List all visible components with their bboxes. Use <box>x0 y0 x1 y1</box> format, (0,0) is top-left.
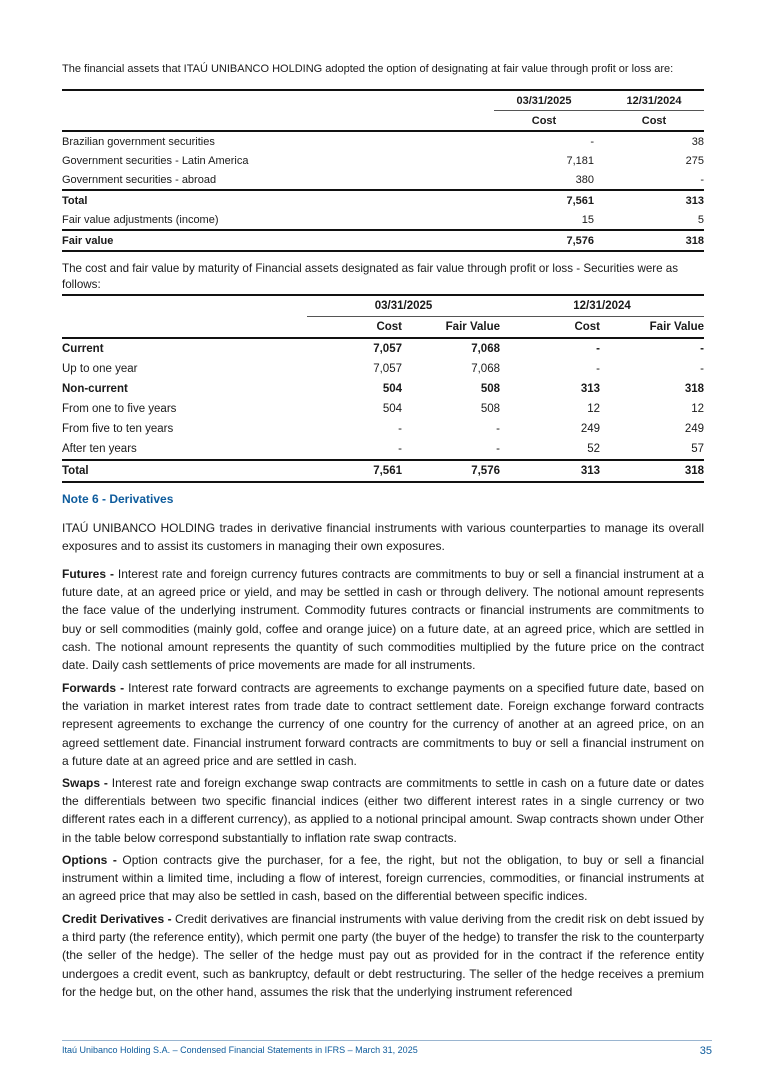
table-row <box>62 399 704 419</box>
cell-value: 313 <box>580 383 600 395</box>
cell-value: 318 <box>604 230 704 251</box>
cell-value: 504 <box>382 403 402 415</box>
cell-value: 15 <box>581 213 594 226</box>
cell-value: 57 <box>691 443 704 455</box>
table-row <box>62 439 704 460</box>
cell-value: 7,181 <box>566 154 594 167</box>
table-row <box>62 151 704 170</box>
column-header: 12/31/2024 <box>604 90 704 111</box>
cell-value: 7,561 <box>307 460 402 482</box>
cell-value: 508 <box>480 383 500 395</box>
page-footer <box>62 1040 712 1057</box>
table-total-row <box>62 460 704 482</box>
row-label: After ten years <box>62 443 137 455</box>
cell-value: - <box>494 131 594 151</box>
row-label: Government securities - Latin America <box>62 154 249 167</box>
column-group-header: 03/31/2025 <box>307 295 500 317</box>
paragraph-lead: Credit Derivatives - <box>62 912 172 926</box>
table-total-row <box>62 190 704 210</box>
cell-value: - <box>398 423 402 435</box>
cell-value: 249 <box>684 423 704 435</box>
footer-text: Itaú Unibanco Holding S.A. – Condensed Financial Statements in IFRS – March 31, 2025 <box>62 1045 418 1055</box>
cell-value: - <box>596 343 600 355</box>
paragraph-text: ITAÚ UNIBANCO HOLDING trades in derivative financial instruments with various counterparties to manage its overall exposures and to assist its customers in managing their own exposures. <box>62 521 704 554</box>
row-label: Total <box>62 460 307 482</box>
cell-value: - <box>398 443 402 455</box>
row-label: Government securities - abroad <box>62 173 217 186</box>
cell-value: - <box>700 173 704 186</box>
cell-value: 313 <box>604 190 704 210</box>
cell-value: 504 <box>382 383 402 395</box>
cell-value: 313 <box>500 460 600 482</box>
cell-value: 318 <box>684 383 704 395</box>
row-label: Fair value <box>62 230 482 251</box>
column-subheader: Fair Value <box>600 317 704 339</box>
table-row <box>62 170 704 190</box>
row-label: Non-current <box>62 383 128 395</box>
paragraph-swaps <box>62 774 704 847</box>
paragraph-text: Interest rate and foreign exchange swap contracts are commitments to settle in cash on a future date or dates the differentials between two specific financial indices (either two different interest rates in a single currency or two different rates each in a different currency), as applied to a notional principal amount. Swap contracts shown under Other in the table below correspond substantially to inflation rate swap contracts. <box>62 776 704 845</box>
table-group-header-row <box>62 295 704 317</box>
column-subheader: Cost <box>531 114 557 127</box>
paragraph-lead: Forwards - <box>62 681 125 695</box>
paragraph-futures <box>62 565 704 674</box>
cell-value: 380 <box>575 173 594 186</box>
table-row <box>62 338 704 359</box>
table-subheader-row <box>62 111 704 132</box>
table-row <box>62 379 704 399</box>
cell-value: 7,057 <box>373 363 402 375</box>
cell-value: 52 <box>587 443 600 455</box>
paragraph-lead: Options - <box>62 853 117 867</box>
column-subheader: Cost <box>641 114 667 127</box>
cell-value: 7,068 <box>471 343 500 355</box>
row-label: Up to one year <box>62 363 138 375</box>
cell-value: 5 <box>697 213 704 226</box>
cell-value: 275 <box>685 154 704 167</box>
column-group-header: 12/31/2024 <box>500 295 704 317</box>
cell-value: - <box>496 443 500 455</box>
paragraph-forwards <box>62 679 704 770</box>
paragraph-intro <box>62 519 704 555</box>
paragraph-text: Option contracts give the purchaser, for a fee, the right, but not the obligation, to buy or sell a financial instrument within a limited time, including a flow of interest, foreign currencies, commodities, or financial instruments at an agreed price that may also be settled in cash, based on the differential between specific indices. <box>62 853 704 904</box>
page-number: 35 <box>699 1045 712 1057</box>
row-label: Current <box>62 343 104 355</box>
cell-value: - <box>700 343 704 355</box>
row-label: From one to five years <box>62 403 177 415</box>
maturity-intro-text: The cost and fair value by maturity of Financial assets designated as fair value through profit or loss - Securities were as follows: <box>62 262 679 291</box>
cell-value: - <box>700 363 704 375</box>
table-total-row <box>62 230 704 251</box>
cell-value: 7,576 <box>494 230 594 251</box>
paragraph-options <box>62 851 704 906</box>
cell-value: 7,576 <box>402 460 500 482</box>
cell-value: - <box>496 423 500 435</box>
paragraph-lead: Swaps - <box>62 776 108 790</box>
cell-value: 318 <box>600 460 704 482</box>
section-title: Note 6 - Derivatives <box>62 492 174 506</box>
column-subheader: Fair Value <box>402 317 500 339</box>
cell-value: 508 <box>480 403 500 415</box>
table-row <box>62 131 704 151</box>
cell-value: 12 <box>691 403 704 415</box>
row-label: Fair value adjustments (income) <box>62 213 219 226</box>
table-row <box>62 210 704 230</box>
paragraph-credit-derivatives <box>62 910 704 1001</box>
table-row <box>62 359 704 379</box>
paragraph-text: Interest rate and foreign currency futures contracts are commitments to buy or sell a financial instrument at a future date, at an agreed price or yield, and may be settled in cash or through delivery. The notional amount represents the face value of the underlying instrument. Commodity futures contracts or financial instruments are commitments to buy or sell commodities (mainly gold, coffee and orange juice) on a future date, at an agreed price, which are settled in cash. The notional amount represents the quantity of such commodities multiplied by the future price on the contract date. Daily cash settlements of price movements are made for all instruments. <box>62 567 704 673</box>
cell-value: 7,068 <box>471 363 500 375</box>
table-header-row <box>62 90 704 111</box>
column-header: 03/31/2025 <box>494 90 594 111</box>
fair-value-option-table <box>62 89 704 252</box>
column-subheader: Cost <box>500 317 600 339</box>
cell-value: 12 <box>587 403 600 415</box>
row-label: Brazilian government securities <box>62 131 482 151</box>
table-row <box>62 419 704 439</box>
paragraph-text: Credit derivatives are financial instruments with value deriving from the credit risk on debt issued by a third party (the reference entity), which permit one party (the buyer of the hedge) to transfer the risk to the counterparty (the seller of the hedge). The seller of the hedge must pay out as provided for in the contract if the reference entity undergoes a credit event, such as bankruptcy, default or debt restructuring. The seller of the hedge receives a premium for the hedge but, on the other hand, assumes the risk that the underlying instrument referenced <box>62 912 704 999</box>
intro-text: The financial assets that ITAÚ UNIBANCO HOLDING adopted the option of designating at fair value through profit or loss are: <box>62 63 674 75</box>
paragraph-lead: Futures - <box>62 567 114 581</box>
row-label: Total <box>62 190 482 210</box>
table-subheader-row <box>62 317 704 339</box>
cell-value: 7,057 <box>373 343 402 355</box>
maturity-table <box>62 294 704 483</box>
cell-value: 249 <box>580 423 600 435</box>
paragraph-text: Interest rate forward contracts are agreements to exchange payments on a specified future date, based on the variation in market interest rates from trade date to contract settlement date. Foreign exchange forward contracts represent agreements to exchange the currency of one country for the currency of another at an agreed price, on an agreed settlement date. Financial instrument forward contracts are commitments to buy or sell a financial instrument on a future date at an agreed price and are settled in cash. <box>62 681 704 768</box>
column-subheader: Cost <box>307 317 402 339</box>
row-label: From five to ten years <box>62 423 174 435</box>
cell-value: - <box>596 363 600 375</box>
cell-value: 7,561 <box>494 190 594 210</box>
cell-value: 38 <box>604 131 704 151</box>
